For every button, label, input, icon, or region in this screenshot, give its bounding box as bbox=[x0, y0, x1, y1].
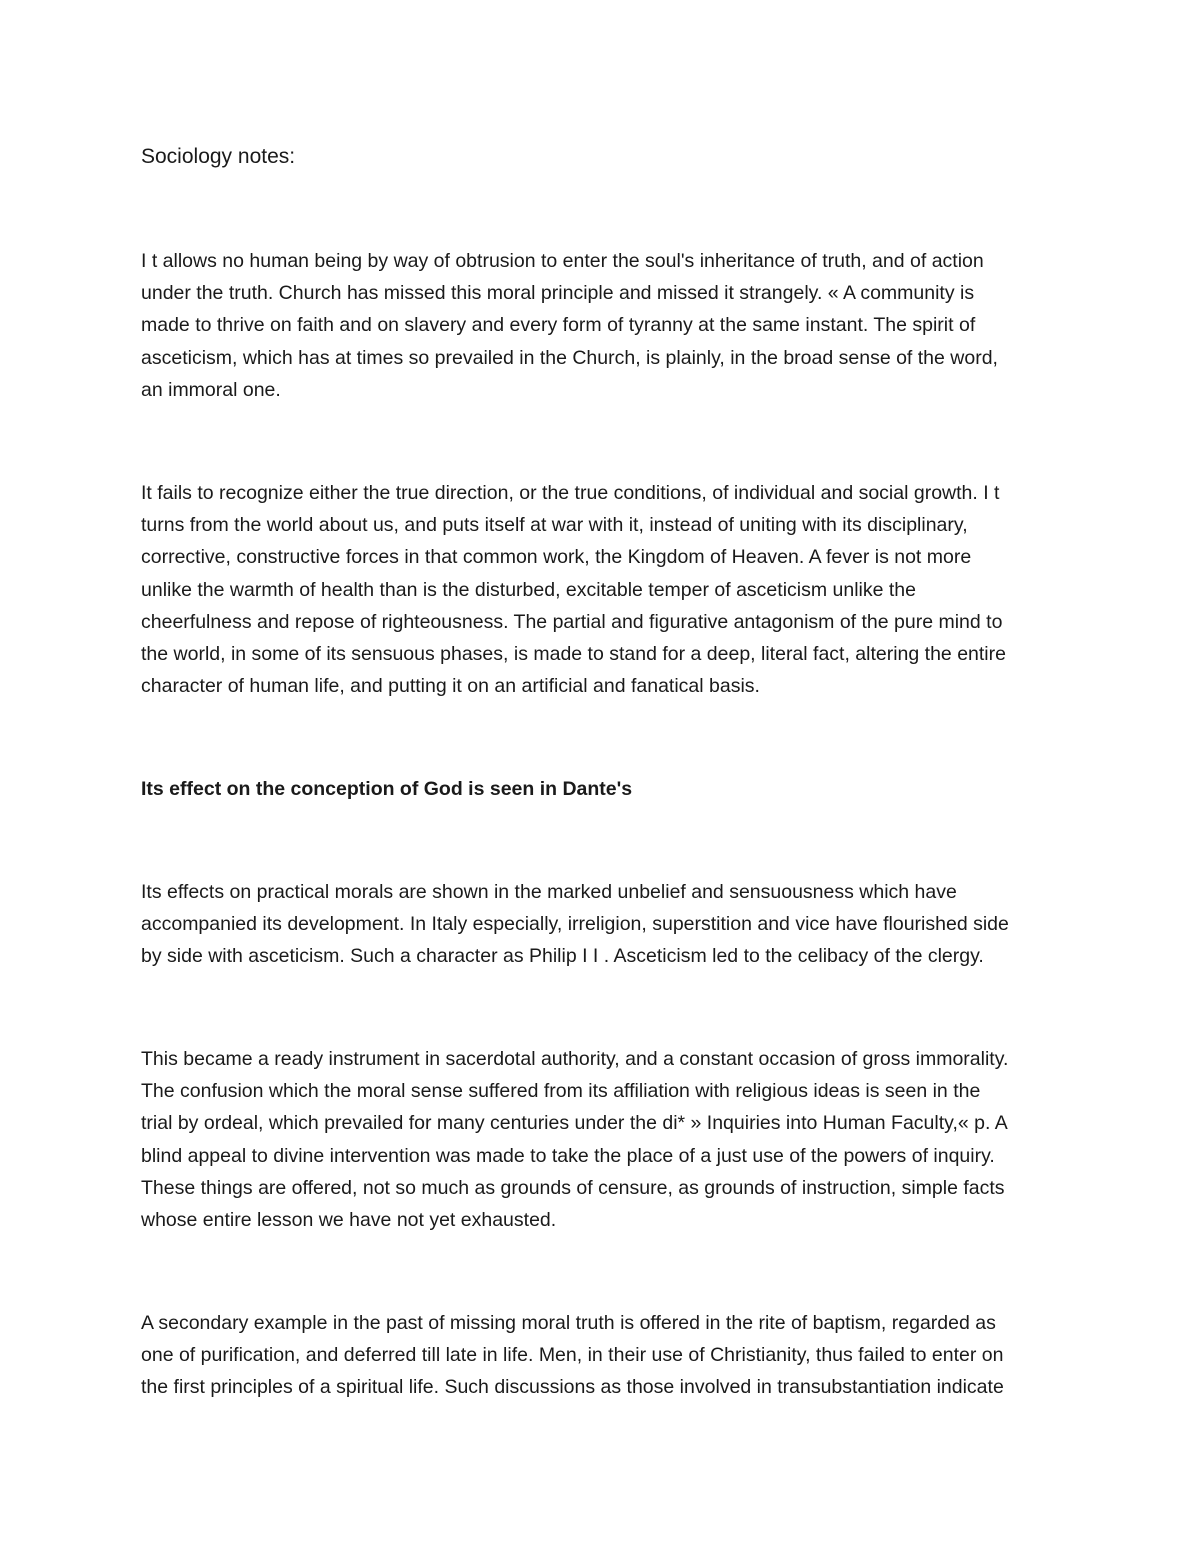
paragraph-line: These things are offered, not so much as grounds of censure, as grounds of instruction, simple facts bbox=[141, 1176, 1005, 1199]
paragraph-line: under the truth. Church has missed this moral principle and missed it strangely. « A community is bbox=[141, 282, 975, 305]
paragraph-4 bbox=[141, 1043, 1066, 1236]
paragraph-line: the first principles of a spiritual life. Such discussions as those involved in transubstantiation indicate bbox=[141, 1376, 1004, 1399]
paragraph-2 bbox=[141, 477, 1066, 702]
paragraph-line: This became a ready instrument in sacerdotal authority, and a constant occasion of gross immorality. bbox=[141, 1048, 1009, 1070]
paragraph-line: cheerfulness and repose of righteousness. The partial and figurative antagonism of the pure mind to bbox=[141, 610, 1003, 633]
paragraph-line: whose entire lesson we have not yet exhausted. bbox=[141, 1209, 557, 1232]
paragraph-line: A secondary example in the past of missing moral truth is offered in the rite of baptism, regarded as bbox=[141, 1312, 996, 1334]
paragraph-line: trial by ordeal, which prevailed for many centuries under the di* » Inquiries into Human Faculty,« p. A bbox=[141, 1112, 1008, 1135]
paragraph-line: the world, in some of its sensuous phases, is made to stand for a deep, literal fact, altering the entire bbox=[141, 643, 1006, 666]
paragraph-3 bbox=[141, 876, 1066, 973]
paragraph-1 bbox=[141, 245, 1066, 406]
paragraph-line: an immoral one. bbox=[141, 378, 281, 401]
paragraph-line: accompanied its development. In Italy especially, irreligion, superstition and vice have flourished side bbox=[141, 913, 1009, 936]
paragraph-line: The confusion which the moral sense suffered from its affiliation with religious ideas is seen in the bbox=[141, 1080, 981, 1103]
paragraph-line: character of human life, and putting it on an artificial and fanatical basis. bbox=[141, 675, 760, 698]
paragraph-line: one of purification, and deferred till late in life. Men, in their use of Christianity, thus failed to enter on bbox=[141, 1344, 1004, 1367]
document-title: Sociology notes: bbox=[141, 145, 296, 168]
paragraph-line: blind appeal to divine intervention was made to take the place of a just use of the powers of inquiry. bbox=[141, 1144, 995, 1167]
paragraph-5 bbox=[141, 1307, 1066, 1404]
paragraph-line: unlike the warmth of health than is the disturbed, excitable temper of asceticism unlike the bbox=[141, 578, 916, 601]
section-heading: Its effect on the conception of God is seen in Dante's bbox=[141, 778, 633, 800]
paragraph-line: I t allows no human being by way of obtrusion to enter the soul's inheritance of truth, and of action bbox=[141, 250, 984, 272]
paragraph-line: corrective, constructive forces in that common work, the Kingdom of Heaven. A fever is not more bbox=[141, 546, 972, 569]
paragraph-line: made to thrive on faith and on slavery and every form of tyranny at the same instant. The spirit of bbox=[141, 314, 976, 337]
paragraph-line: asceticism, which has at times so prevailed in the Church, is plainly, in the broad sense of the word, bbox=[141, 346, 998, 369]
paragraph-line: by side with asceticism. Such a character as Philip I I . Asceticism led to the celibacy of the clergy. bbox=[141, 945, 984, 968]
paragraph-line: It fails to recognize either the true direction, or the true conditions, of individual and social growth. I t bbox=[141, 482, 1000, 504]
paragraph-line: Its effects on practical morals are shown in the marked unbelief and sensuousness which have bbox=[141, 881, 957, 903]
paragraph-line: turns from the world about us, and puts itself at war with it, instead of uniting with its disciplinary, bbox=[141, 514, 968, 537]
